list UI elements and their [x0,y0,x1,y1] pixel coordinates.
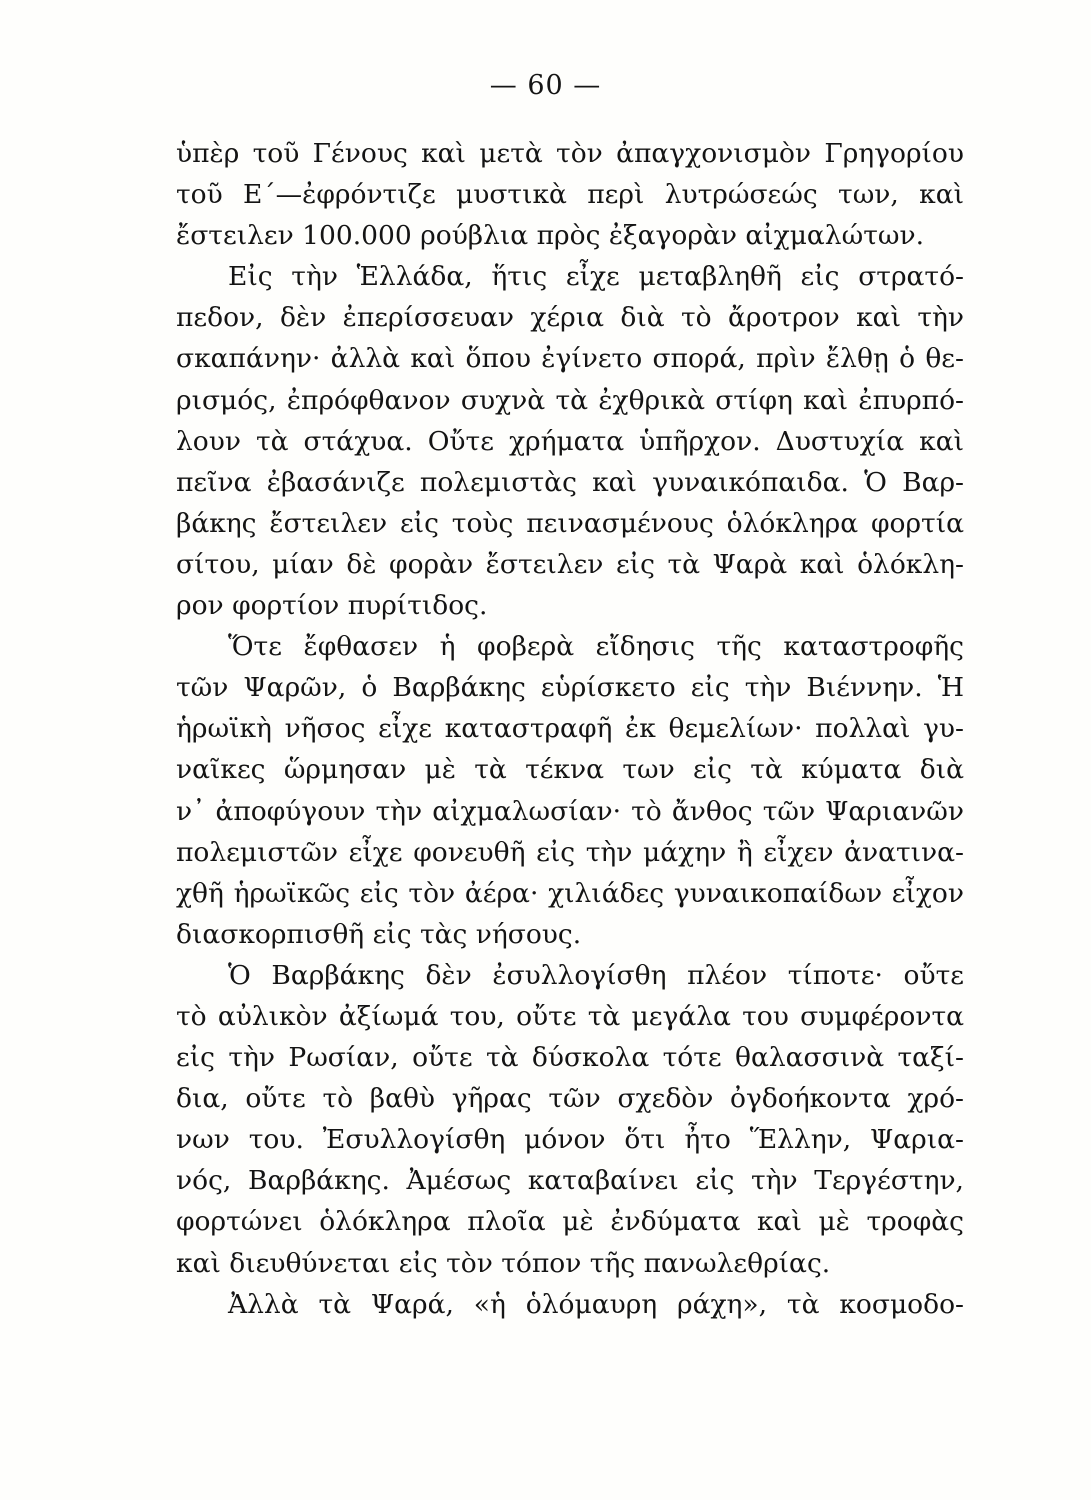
page-number: — 60 — [489,70,602,101]
body-text [176,133,964,1325]
text-line: τῶν Ψαρῶν, ὁ Βαρβάκης εὑρίσκετο εἰς τὴν Βιέννην. Ἡ [176,672,964,704]
text-line: ὑπὲρ τοῦ Γένους καὶ μετὰ τὸν ἀπαγχονισμὸν Γρηγορίου [176,138,964,169]
text-line: νων του. Ἐσυλλογίσθη μόνον ὅτι ἦτο Ἕλλην, Ψαρια- [176,1124,964,1156]
text-line: ν᾽ ἀποφύγουν τὴν αἰχμαλωσίαν· τὸ ἄνθος τῶν Ψαριανῶν [176,795,964,827]
text-line: βάκης ἔστειλεν εἰς τοὺς πεινασμένους ὁλόκληρα φορτία [176,507,964,539]
text-line: ναῖκες ὥρμησαν μὲ τὰ τέκνα των εἰς τὰ κύματα διὰ [176,754,964,786]
text-line: καὶ διευθύνεται εἰς τὸν τόπον τῆς πανωλεθρίας. [176,1247,831,1279]
text-line: πεδον, δὲν ἐπερίσσευαν χέρια διὰ τὸ ἄροτρον καὶ τὴν [176,302,964,334]
text-line: σκαπάνην· ἀλλὰ καὶ ὅπου ἐγίνετο σπορά, πρὶν ἔλθῃ ὁ θε- [176,343,964,375]
text-line: διασκορπισθῆ εἰς τὰς νήσους. [176,918,582,950]
text-line: ρον φορτίον πυρίτιδος. [176,590,488,622]
text-line: τὸ αὐλικὸν ἀξίωμά του, οὔτε τὰ μεγάλα του συμφέροντα [176,1000,964,1032]
text-line: χθῆ ἡρωϊκῶς εἰς τὸν ἀέρα· χιλιάδες γυναικοπαίδων εἶχον [176,877,964,909]
paragraph-start-line: Ὁ Βαρβάκης δὲν ἐσυλλογίσθη πλέον τίποτε· οὔτε [228,959,964,991]
paragraph-start-line: Ὅτε ἔφθασεν ἡ φοβερὰ εἴδησις τῆς καταστροφῆς [228,631,964,663]
paragraph-start-line: Εἰς τὴν Ἑλλάδα, ἥτις εἶχε μεταβληθῆ εἰς στρατό- [228,261,964,293]
text-line: φορτώνει ὁλόκληρα πλοῖα μὲ ἐνδύματα καὶ μὲ τροφὰς [176,1206,964,1238]
text-line: λουν τὰ στάχυα. Οὔτε χρήματα ὑπῆρχον. Δυστυχία καὶ [176,425,964,457]
text-line: ἡρωϊκὴ νῆσος εἶχε καταστραφῆ ἐκ θεμελίων· πολλαὶ γυ- [176,713,964,745]
text-line: ρισμός, ἐπρόφθανον συχνὰ τὰ ἐχθρικὰ στίφη καὶ ἐπυρπό- [176,384,964,416]
text-line: ἔστειλεν 100.000 ρούβλια πρὸς ἐξαγορὰν αἰχμαλώτων. [176,220,925,252]
text-line: νός, Βαρβάκης. Ἀμέσως καταβαίνει εἰς τὴν Τεργέστην, [176,1165,964,1197]
text-line: εἰς τὴν Ρωσίαν, οὔτε τὰ δύσκολα τότε θαλασσινὰ ταξί- [176,1042,964,1074]
text-line: τοῦ Ε΄—ἐφρόντιζε μυστικὰ περὶ λυτρώσεώς των, καὶ [176,179,964,211]
text-line: σίτου, μίαν δὲ φορὰν ἔστειλεν εἰς τὰ Ψαρὰ καὶ ὁλόκλη- [176,548,964,580]
text-line: πολεμιστῶν εἶχε φονευθῆ εἰς τὴν μάχην ἢ εἶχεν ἀνατινα- [176,836,964,868]
text-line: πεῖνα ἐβασάνιζε πολεμιστὰς καὶ γυναικόπαιδα. Ὁ Βαρ- [176,466,964,498]
text-line: δια, οὔτε τὸ βαθὺ γῆρας τῶν σχεδὸν ὀγδοήκοντα χρό- [176,1083,964,1115]
paragraph-start-line: Ἀλλὰ τὰ Ψαρά, «ἡ ὁλόμαυρη ράχη», τὰ κοσμοδο- [228,1288,964,1320]
